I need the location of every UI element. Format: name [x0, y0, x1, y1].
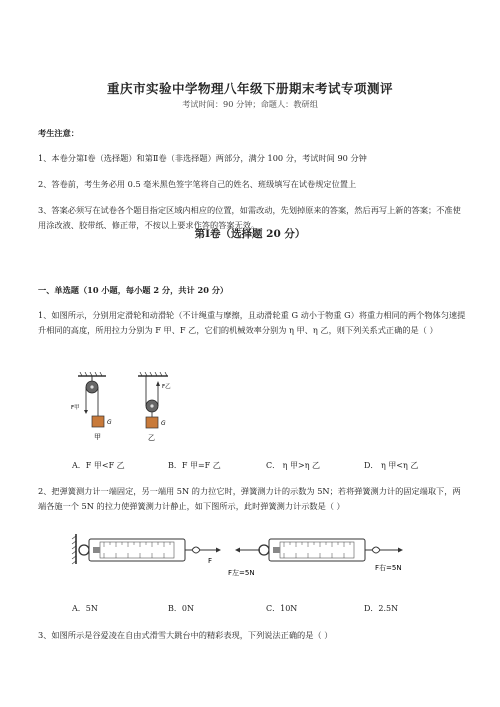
question-1-option-c[interactable]: C． η 甲>η 乙 — [266, 461, 321, 470]
page-subtitle: 考试时间：90 分钟；命题人：教研组 — [182, 99, 318, 109]
force-right-label: F乙 — [162, 384, 171, 390]
question-1-stem: 1、如图所示，分别用定滑轮和动滑轮（不计绳重与摩擦，且动滑轮重 G 动小于物重 G）将重力相同的两个物体匀速提升相同的高度，所用拉力分别为 F 甲、F 乙，它们的机械效率分别为 η 甲、η 乙，则下列关系式正确的是（ ） — [38, 310, 466, 335]
spring-scale-figure — [70, 530, 415, 582]
pulley-figure — [68, 372, 188, 450]
force-single-label: F — [208, 557, 213, 565]
question-2-stem: 2、把弹簧测力计一端固定，另一端用 5N 的力拉它时，弹簧测力计的示数为 5N；若将弹簧测力计的固定端取下，两端各施一个 5N 的拉力使弹簧测力计静止，如下图所示，此时弹簧测力计示数是（ ） — [38, 486, 461, 511]
notice-item-3: 3、答案必须写在试卷各个题目指定区域内相应的位置，如需改动，先划掉原来的答案，然后再写上新的答案；不准使用涂改液、胶带纸、修正带，不按以上要求作答的答案无效。 — [38, 205, 461, 230]
notice-heading: 考生注意： — [38, 128, 79, 138]
question-2-option-b[interactable]: B．0N — [168, 604, 194, 613]
force-left-pull-label: F左=5N — [228, 569, 255, 577]
question-2-option-a[interactable]: A．5N — [72, 604, 98, 613]
page-title: 重庆市实验中学物理八年级下册期末考试专项测评 — [106, 81, 393, 96]
question-1-option-b[interactable]: B．F 甲=F 乙 — [168, 461, 221, 470]
question-1-option-d[interactable]: D． η 甲<η 乙 — [364, 461, 419, 470]
force-right-pull-label: F右=5N — [375, 564, 402, 572]
figure-right-caption: 乙 — [148, 434, 155, 442]
figure-left-caption: 甲 — [94, 433, 101, 441]
weight-left-label: G — [107, 419, 112, 426]
two-sided-spring-scale — [235, 539, 403, 561]
question-3-stem: 3、如图所示是谷爱凌在自由式滑雪大跳台中的精彩表现，下列说法正确的是（ ） — [38, 630, 333, 640]
question-2-option-c[interactable]: C．10N — [266, 604, 298, 613]
fixed-pulley-diagram — [78, 372, 106, 427]
fixed-spring-scale — [72, 534, 221, 564]
question-1-option-a[interactable]: A．F 甲<F 乙 — [72, 461, 125, 470]
notice-item-1: 1、本卷分第Ⅰ卷（选择题）和第Ⅱ卷（非选择题）两部分，满分 100 分，考试时间 90 分钟 — [38, 153, 367, 163]
weight-right-label: G — [161, 420, 166, 427]
question-2-option-d[interactable]: D．2.5N — [364, 604, 399, 613]
force-left-label: F甲 — [71, 405, 80, 411]
part-heading: 一、单选题（10 小题，每小题 2 分，共计 20 分） — [38, 285, 229, 295]
notice-item-2: 2、答卷前，考生务必用 0.5 毫米黑色签字笔将自己的姓名、班级填写在试卷规定位置上 — [38, 179, 357, 189]
section-title: 第Ⅰ卷（选择题 20 分） — [194, 228, 306, 240]
